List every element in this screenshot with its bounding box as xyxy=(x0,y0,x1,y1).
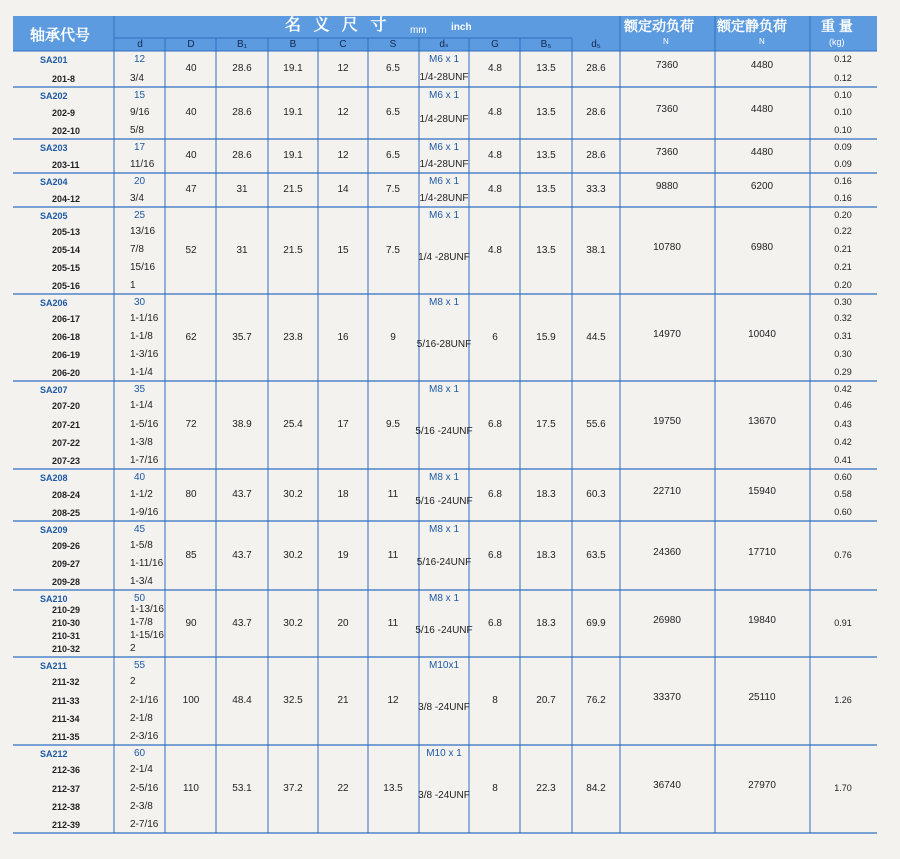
header-b1: B₁ xyxy=(236,39,248,50)
sub-code: 206-18 xyxy=(52,332,81,342)
sub-weight-value: 0.16 xyxy=(834,193,852,203)
inch-thread-value: 5/16-24UNF xyxy=(416,556,472,568)
inch-bore-value: 5/8 xyxy=(130,125,144,136)
sub-weight-value: 0.20 xyxy=(834,280,852,290)
sub-code: 202-9 xyxy=(52,107,76,118)
s-value: 11 xyxy=(387,617,399,629)
group-weight-value: 0.30 xyxy=(834,297,852,307)
metric-thread-value: M6 x 1 xyxy=(428,176,460,187)
sub-weight-value: 0.32 xyxy=(834,313,852,323)
static-load-value: 10040 xyxy=(748,328,776,340)
outer-diameter-value: 40 xyxy=(185,150,197,161)
header-s: S xyxy=(389,39,397,50)
metric-thread-value: M6 x 1 xyxy=(428,90,460,101)
b-value: 25.4 xyxy=(283,419,303,430)
d5-value: 44.5 xyxy=(586,331,606,343)
static-load-value: 17710 xyxy=(748,546,776,558)
inch-bore-value: 1-13/16 xyxy=(130,604,164,615)
inch-thread-value: 5/16 -24UNF xyxy=(415,426,473,437)
inch-bore-value: 1-1/16 xyxy=(130,313,159,324)
c-value: 15 xyxy=(337,244,349,256)
g-value: 6.8 xyxy=(488,549,502,561)
dynamic-load-value: 7360 xyxy=(655,60,679,71)
sub-code: 206-20 xyxy=(52,368,81,378)
inch-thread-value: 3/8 -24UNF xyxy=(418,790,470,801)
inch-bore-value: 7/8 xyxy=(130,244,144,255)
b-value: 21.5 xyxy=(283,244,303,256)
group-weight-value: 0.60 xyxy=(834,472,852,482)
dynamic-load-value: 9880 xyxy=(655,181,679,192)
metric-thread-value: M6 x 1 xyxy=(428,54,460,65)
b-value: 30.2 xyxy=(283,549,303,561)
inch-bore-value: 1-1/4 xyxy=(130,400,153,412)
inch-bore-value: 15/16 xyxy=(130,262,156,273)
metric-bore-value: 40 xyxy=(134,472,146,483)
sub-weight-value: 0.29 xyxy=(834,367,852,377)
dynamic-load-unit: N xyxy=(663,37,669,46)
c-value: 12 xyxy=(337,63,349,74)
c-value: 19 xyxy=(337,549,349,561)
group-code: SA208 xyxy=(40,473,68,483)
b5-value: 22.3 xyxy=(536,783,556,794)
dynamic-load-value: 19750 xyxy=(653,416,681,427)
sub-code: 205-14 xyxy=(52,245,81,255)
inch-bore-value: 2-1/16 xyxy=(130,694,159,706)
outer-diameter-value: 40 xyxy=(185,107,197,118)
sub-weight-value: 0.12 xyxy=(834,73,852,83)
metric-thread-value: M10 x 1 xyxy=(426,748,462,759)
sub-code: 207-20 xyxy=(52,401,81,412)
inch-thread-value: 5/16 -24UNF xyxy=(415,496,473,507)
sub-code: 206-17 xyxy=(52,314,81,324)
sub-weight-value: 0.43 xyxy=(834,418,852,429)
s-value: 13.5 xyxy=(383,783,403,794)
outer-diameter-value: 62 xyxy=(185,331,197,343)
sub-weight-value: 0.22 xyxy=(834,226,852,236)
header-g: G xyxy=(491,39,499,50)
b-value: 30.2 xyxy=(283,489,303,500)
s-value: 7.5 xyxy=(386,244,400,256)
static-load-value: 4480 xyxy=(750,60,774,71)
d5-value: 60.3 xyxy=(586,489,606,500)
outer-diameter-value: 85 xyxy=(185,549,197,561)
inch-bore-value: 1-1/2 xyxy=(130,488,153,500)
dynamic-load-value: 36740 xyxy=(653,780,681,791)
b1-value: 43.7 xyxy=(232,549,252,561)
s-value: 6.5 xyxy=(386,63,400,74)
metric-bore-value: 30 xyxy=(134,297,146,308)
static-load-value: 19840 xyxy=(748,614,776,626)
d5-value: 38.1 xyxy=(586,244,606,256)
inch-bore-value: 1-7/8 xyxy=(130,617,153,628)
inch-bore-value: 1-9/16 xyxy=(130,507,159,518)
metric-thread-value: M6 x 1 xyxy=(428,142,460,153)
inch-bore-value: 1 xyxy=(130,280,136,291)
b-value: 30.2 xyxy=(283,617,303,629)
sub-code: 211-33 xyxy=(52,695,80,706)
sub-code: 211-32 xyxy=(52,677,80,688)
group-weight-value: 0.16 xyxy=(834,176,852,186)
s-value: 12 xyxy=(387,695,399,706)
code-column-header: 轴承代号 xyxy=(30,27,91,44)
outer-diameter-value: 52 xyxy=(185,244,197,256)
inch-thread-value: 1/4-28UNF xyxy=(419,193,469,204)
d5-value: 28.6 xyxy=(586,63,606,74)
sub-weight-value: 0.42 xyxy=(834,436,852,447)
b1-value: 28.6 xyxy=(232,63,252,74)
c-value: 20 xyxy=(337,617,349,629)
g-value: 4.8 xyxy=(488,184,502,195)
group-code: SA205 xyxy=(40,211,68,221)
sub-code: 207-23 xyxy=(52,456,81,466)
sub-code: 205-13 xyxy=(52,227,81,237)
sub-weight-value: 0.58 xyxy=(834,488,852,499)
b5-value: 13.5 xyxy=(536,107,556,118)
b5-value: 17.5 xyxy=(536,419,556,430)
inch-bore-value: 2-5/16 xyxy=(130,782,159,794)
d5-value: 33.3 xyxy=(586,184,606,195)
sub-weight-value: 0.30 xyxy=(834,349,852,359)
static-load-header: 额定静负荷 xyxy=(717,18,787,34)
sub-code: 212-39 xyxy=(52,820,81,830)
static-load-value: 6200 xyxy=(750,181,774,192)
group-code: SA206 xyxy=(40,298,68,308)
outer-diameter-value: 72 xyxy=(185,419,197,430)
static-load-value: 27970 xyxy=(748,780,776,791)
b-value: 19.1 xyxy=(283,63,303,74)
c-value: 16 xyxy=(337,331,349,343)
dynamic-load-value: 7360 xyxy=(655,104,679,115)
sub-code: 210-31 xyxy=(52,631,81,641)
c-value: 12 xyxy=(337,107,349,118)
weight-unit: (kg) xyxy=(829,37,845,47)
sub-code: 208-24 xyxy=(52,489,81,500)
sub-code: 207-21 xyxy=(52,419,81,430)
inch-bore-value: 2-3/16 xyxy=(130,731,159,742)
sub-code: 209-27 xyxy=(52,559,81,569)
group-code: SA203 xyxy=(40,143,68,153)
metric-thread-value: M8 x 1 xyxy=(428,524,460,535)
b1-value: 35.7 xyxy=(232,331,252,343)
group-code: SA212 xyxy=(40,749,68,759)
group-weight-value: 0.12 xyxy=(834,54,852,64)
metric-bore-value: 35 xyxy=(134,384,146,395)
inch-bore-value: 13/16 xyxy=(130,226,156,237)
b-value: 23.8 xyxy=(283,331,303,343)
b5-value: 13.5 xyxy=(536,150,556,161)
inch-thread-value: 5/16-28UNF xyxy=(416,338,472,350)
static-load-value: 15940 xyxy=(748,486,776,497)
b5-value: 13.5 xyxy=(536,63,556,74)
s-value: 7.5 xyxy=(386,184,400,195)
header-d5: d₅ xyxy=(591,39,601,50)
g-value: 8 xyxy=(492,695,498,706)
b5-value: 13.5 xyxy=(536,244,556,256)
b1-value: 28.6 xyxy=(232,107,252,118)
sub-code: 204-12 xyxy=(52,194,81,204)
group-weight-value: 0.91 xyxy=(834,617,852,628)
b5-value: 20.7 xyxy=(536,695,556,706)
inch-bore-value: 3/4 xyxy=(130,73,144,84)
c-value: 22 xyxy=(337,783,349,794)
g-value: 6.8 xyxy=(488,617,502,629)
b1-value: 43.7 xyxy=(232,489,252,500)
sub-code: 205-15 xyxy=(52,263,81,273)
inch-bore-value: 1-7/16 xyxy=(130,455,159,466)
weight-header: 重 量 xyxy=(821,18,853,34)
b-value: 21.5 xyxy=(283,184,303,195)
header-d: d xyxy=(137,39,143,50)
inch-bore-value: 2-1/4 xyxy=(130,764,153,776)
b1-value: 43.7 xyxy=(232,617,252,629)
inch-bore-value: 2 xyxy=(130,643,136,654)
sub-code: 206-19 xyxy=(52,350,81,360)
dynamic-load-value: 14970 xyxy=(653,328,681,340)
g-value: 6.8 xyxy=(488,419,502,430)
dynamic-load-value: 22710 xyxy=(653,486,681,497)
group-code: SA209 xyxy=(40,525,68,535)
sub-code: 210-29 xyxy=(52,605,81,615)
inch-bore-value: 1-1/4 xyxy=(130,367,153,378)
c-value: 14 xyxy=(337,184,349,195)
group-code: SA210 xyxy=(40,594,68,604)
d5-value: 63.5 xyxy=(586,549,606,561)
g-value: 4.8 xyxy=(488,63,502,74)
b-value: 19.1 xyxy=(283,150,303,161)
sub-code: 209-28 xyxy=(52,577,81,587)
g-value: 6 xyxy=(492,331,498,343)
header-b: B xyxy=(289,39,297,50)
g-value: 6.8 xyxy=(488,489,502,500)
b5-value: 13.5 xyxy=(536,184,556,195)
sub-code: 212-36 xyxy=(52,765,81,776)
metric-bore-value: 15 xyxy=(134,90,146,101)
group-weight-value: 1.26 xyxy=(834,695,852,705)
b5-value: 18.3 xyxy=(536,617,556,629)
g-value: 4.8 xyxy=(488,244,502,256)
header-d: D xyxy=(187,39,195,50)
header-b5: B₅ xyxy=(540,39,552,50)
metric-thread-value: M8 x 1 xyxy=(428,297,460,308)
d5-value: 55.6 xyxy=(586,419,606,430)
inch-thread-value: 3/8 -24UNF xyxy=(418,702,470,713)
sub-code: 201-8 xyxy=(52,74,76,84)
static-load-value: 6980 xyxy=(750,241,774,253)
sub-weight-value: 0.60 xyxy=(834,507,852,517)
dimensions-header: 名 义 尺 寸 xyxy=(285,17,391,34)
b1-value: 38.9 xyxy=(232,419,252,430)
s-value: 11 xyxy=(387,489,399,500)
d5-value: 84.2 xyxy=(586,783,606,794)
b-value: 19.1 xyxy=(283,107,303,118)
inch-bore-value: 1-5/16 xyxy=(130,418,159,430)
dynamic-load-value: 33370 xyxy=(653,692,681,703)
group-weight-value: 0.20 xyxy=(834,210,852,220)
b5-value: 18.3 xyxy=(536,549,556,561)
inch-thread-value: 5/16 -24UNF xyxy=(415,624,473,636)
b5-value: 15.9 xyxy=(536,331,556,343)
outer-diameter-value: 110 xyxy=(183,783,199,794)
b1-value: 31 xyxy=(236,244,248,256)
static-load-value: 4480 xyxy=(750,104,774,115)
outer-diameter-value: 47 xyxy=(185,184,197,195)
metric-bore-value: 50 xyxy=(134,593,146,604)
sub-code: 208-25 xyxy=(52,508,81,518)
inch-bore-value: 1-3/8 xyxy=(130,436,153,448)
sub-code: 209-26 xyxy=(52,541,81,551)
metric-bore-value: 20 xyxy=(134,176,146,187)
b-value: 32.5 xyxy=(283,695,303,706)
metric-thread-value: M8 x 1 xyxy=(428,384,460,395)
metric-bore-value: 17 xyxy=(134,142,146,153)
group-code: SA204 xyxy=(40,177,68,187)
g-value: 8 xyxy=(492,783,498,794)
unit-mm-label: mm xyxy=(410,25,427,36)
dynamic-load-value: 24360 xyxy=(653,546,681,558)
sub-code: 211-35 xyxy=(52,732,80,742)
b1-value: 53.1 xyxy=(232,783,252,794)
sub-code: 210-32 xyxy=(52,644,81,654)
metric-thread-value: M10x1 xyxy=(428,660,460,671)
inch-bore-value: 2-3/8 xyxy=(130,800,153,812)
dynamic-load-value: 26980 xyxy=(653,614,681,626)
group-weight-value: 0.10 xyxy=(834,90,852,100)
inch-bore-value: 9/16 xyxy=(130,106,150,118)
sub-code: 210-30 xyxy=(52,618,81,628)
sub-weight-value: 0.46 xyxy=(834,400,852,411)
header-ds: dₛ xyxy=(439,39,449,50)
group-weight-value: 0.42 xyxy=(834,384,852,394)
g-value: 4.8 xyxy=(488,150,502,161)
s-value: 6.5 xyxy=(386,150,400,161)
inch-bore-value: 2-1/8 xyxy=(130,712,153,724)
b1-value: 31 xyxy=(236,184,248,195)
metric-thread-value: M8 x 1 xyxy=(428,472,460,483)
outer-diameter-value: 40 xyxy=(185,63,197,74)
c-value: 12 xyxy=(337,150,349,161)
sub-code: 212-38 xyxy=(52,801,81,812)
d5-value: 69.9 xyxy=(586,617,606,629)
group-code: SA211 xyxy=(40,661,68,671)
b1-value: 28.6 xyxy=(232,150,252,161)
sub-code: 212-37 xyxy=(52,783,81,794)
dynamic-load-header: 额定动负荷 xyxy=(624,18,694,34)
outer-diameter-value: 100 xyxy=(182,695,200,706)
static-load-value: 4480 xyxy=(750,147,774,158)
static-load-value: 25110 xyxy=(748,692,776,703)
group-code: SA202 xyxy=(40,91,68,101)
metric-bore-value: 55 xyxy=(134,660,146,671)
group-weight-value: 1.70 xyxy=(834,783,852,793)
inch-bore-value: 2 xyxy=(130,676,136,688)
inch-thread-value: 1/4-28UNF xyxy=(419,114,469,125)
inch-bore-value: 1-11/16 xyxy=(130,558,164,569)
c-value: 18 xyxy=(337,489,349,500)
group-weight-value: 0.09 xyxy=(834,142,852,152)
inch-bore-value: 2-7/16 xyxy=(130,819,159,830)
s-value: 9.5 xyxy=(386,419,400,430)
inch-thread-value: 1/4-28UNF xyxy=(419,72,469,83)
dynamic-load-value: 7360 xyxy=(655,147,679,158)
inch-bore-value: 1-15/16 xyxy=(130,630,164,641)
d5-value: 28.6 xyxy=(586,150,606,161)
s-value: 11 xyxy=(387,549,399,561)
inch-thread-value: 1/4 -28UNF xyxy=(418,251,470,263)
b-value: 37.2 xyxy=(283,783,303,794)
inch-bore-value: 3/4 xyxy=(130,193,144,204)
header-c: C xyxy=(339,39,347,50)
inch-bore-value: 11/16 xyxy=(130,159,155,170)
static-load-value: 13670 xyxy=(748,416,776,427)
sub-code: 211-34 xyxy=(52,713,80,724)
outer-diameter-value: 80 xyxy=(185,489,197,500)
inch-bore-value: 1-3/4 xyxy=(130,576,153,587)
dynamic-load-value: 10780 xyxy=(653,241,681,253)
inch-bore-value: 1-1/8 xyxy=(130,331,153,342)
metric-thread-value: M8 x 1 xyxy=(428,593,460,604)
group-code: SA207 xyxy=(40,385,68,395)
outer-diameter-value: 90 xyxy=(185,617,197,629)
b5-value: 18.3 xyxy=(536,489,556,500)
c-value: 17 xyxy=(337,419,349,430)
sub-code: 203-11 xyxy=(52,160,80,170)
metric-bore-value: 12 xyxy=(134,54,146,65)
metric-bore-value: 45 xyxy=(134,524,146,535)
sub-weight-value: 0.09 xyxy=(834,159,852,169)
g-value: 4.8 xyxy=(488,107,502,118)
sub-weight-value: 0.41 xyxy=(834,455,852,465)
sub-weight-value: 0.21 xyxy=(834,244,852,254)
inch-bore-value: 1-3/16 xyxy=(130,349,159,360)
group-weight-value: 0.76 xyxy=(834,549,852,560)
static-load-unit: N xyxy=(759,37,765,46)
metric-bore-value: 25 xyxy=(134,210,146,221)
metric-thread-value: M6 x 1 xyxy=(428,210,460,221)
sub-weight-value: 0.10 xyxy=(834,125,852,135)
sub-code: 207-22 xyxy=(52,437,81,448)
d5-value: 76.2 xyxy=(586,695,606,706)
sub-weight-value: 0.31 xyxy=(834,331,852,341)
d5-value: 28.6 xyxy=(586,107,606,118)
metric-bore-value: 60 xyxy=(134,748,146,759)
inch-thread-value: 1/4-28UNF xyxy=(419,159,469,170)
b1-value: 48.4 xyxy=(232,695,252,706)
group-code: SA201 xyxy=(40,55,68,65)
sub-code: 202-10 xyxy=(52,126,81,136)
c-value: 21 xyxy=(337,695,349,706)
s-value: 6.5 xyxy=(386,107,400,118)
unit-inch-label: inch xyxy=(451,22,472,33)
s-value: 9 xyxy=(390,331,396,343)
inch-bore-value: 1-5/8 xyxy=(130,540,153,551)
sub-code: 205-16 xyxy=(52,281,81,291)
sub-weight-value: 0.21 xyxy=(834,262,852,272)
sub-weight-value: 0.10 xyxy=(834,106,852,117)
